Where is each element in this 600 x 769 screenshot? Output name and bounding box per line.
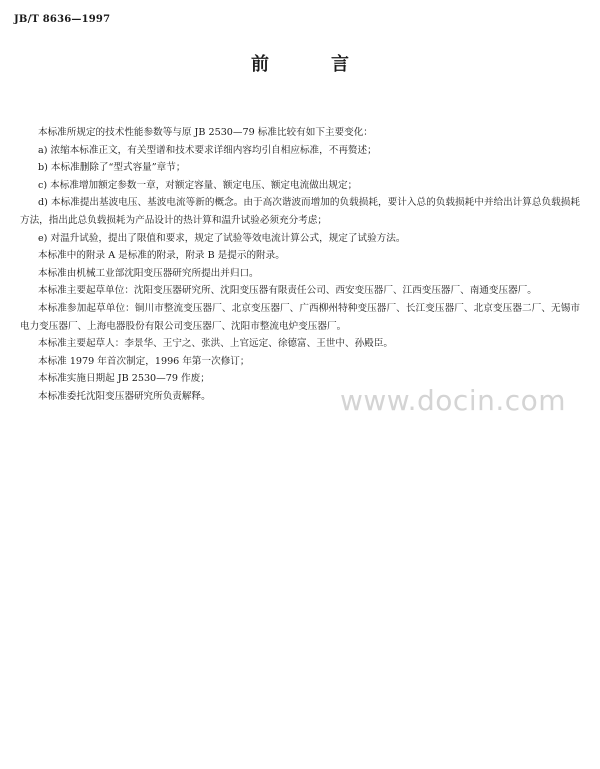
paragraph-change-b: b) 本标准删除了“型式容量”章节； <box>38 162 186 174</box>
paragraph-change-d: d) 本标准提出基波电压、基波电流等新的概念。由于高次谐波而增加的负载损耗，要计入总的负载损耗中并给出计算总负载损耗方法，指出此总负载损耗为产品设计的热计算和温升试验必须充分考虑； <box>20 197 580 226</box>
paragraph-appendix: 本标准中的附录 A 是标准的附录，附录 B 是提示的附录。 <box>38 250 285 262</box>
paragraph-change-a: a) 浓缩本标准正文，有关型谱和技术要求详细内容均引自相应标准，不再赘述； <box>38 144 377 156</box>
foreword-body <box>20 124 580 406</box>
watermark-text: www.docin.com <box>340 384 567 417</box>
paragraph-supersede: 本标准实施日期起 JB 2530—79 作废； <box>38 373 210 385</box>
paragraph-history: 本标准 1979 年首次制定，1996 年第一次修订； <box>38 355 250 367</box>
paragraph-change-e: e) 对温升试验，提出了限值和要求，规定了试验等效电流计算公式，规定了试验方法。 <box>38 232 406 244</box>
paragraph-drafting-persons: 本标准主要起草人：李景华、王宁之、张洪、上官远定、徐德富、王世中、孙殿臣。 <box>38 338 393 350</box>
paragraph-change-c: c) 本标准增加额定参数一章，对额定容量、额定电压、额定电流做出规定； <box>38 179 358 191</box>
paragraph-proposer: 本标准由机械工业部沈阳变压器研究所提出并归口。 <box>38 267 259 279</box>
paragraph-interpretation: 本标准委托沈阳变压器研究所负责解释。 <box>38 390 211 402</box>
page-title: 前 言 <box>251 54 371 75</box>
paragraph-intro: 本标准所规定的技术性能参数等与原 JB 2530—79 标准比较有如下主要变化： <box>38 127 373 138</box>
standard-code: JB/T 8636—1997 <box>14 14 111 25</box>
paragraph-participating-drafters: 本标准参加起草单位：铜川市整流变压器厂、北京变压器厂、广西柳州特种变压器厂、长江变压器厂、北京变压器二厂、无锡市电力变压器厂、上海电器股份有限公司变压器厂、沈阳市整流电炉变压器厂。 <box>20 302 580 332</box>
paragraph-main-drafters: 本标准主要起草单位：沈阳变压器研究所、沈阳变压器有限责任公司、西安变压器厂、江西变压器厂、南通变压器厂。 <box>38 285 537 297</box>
